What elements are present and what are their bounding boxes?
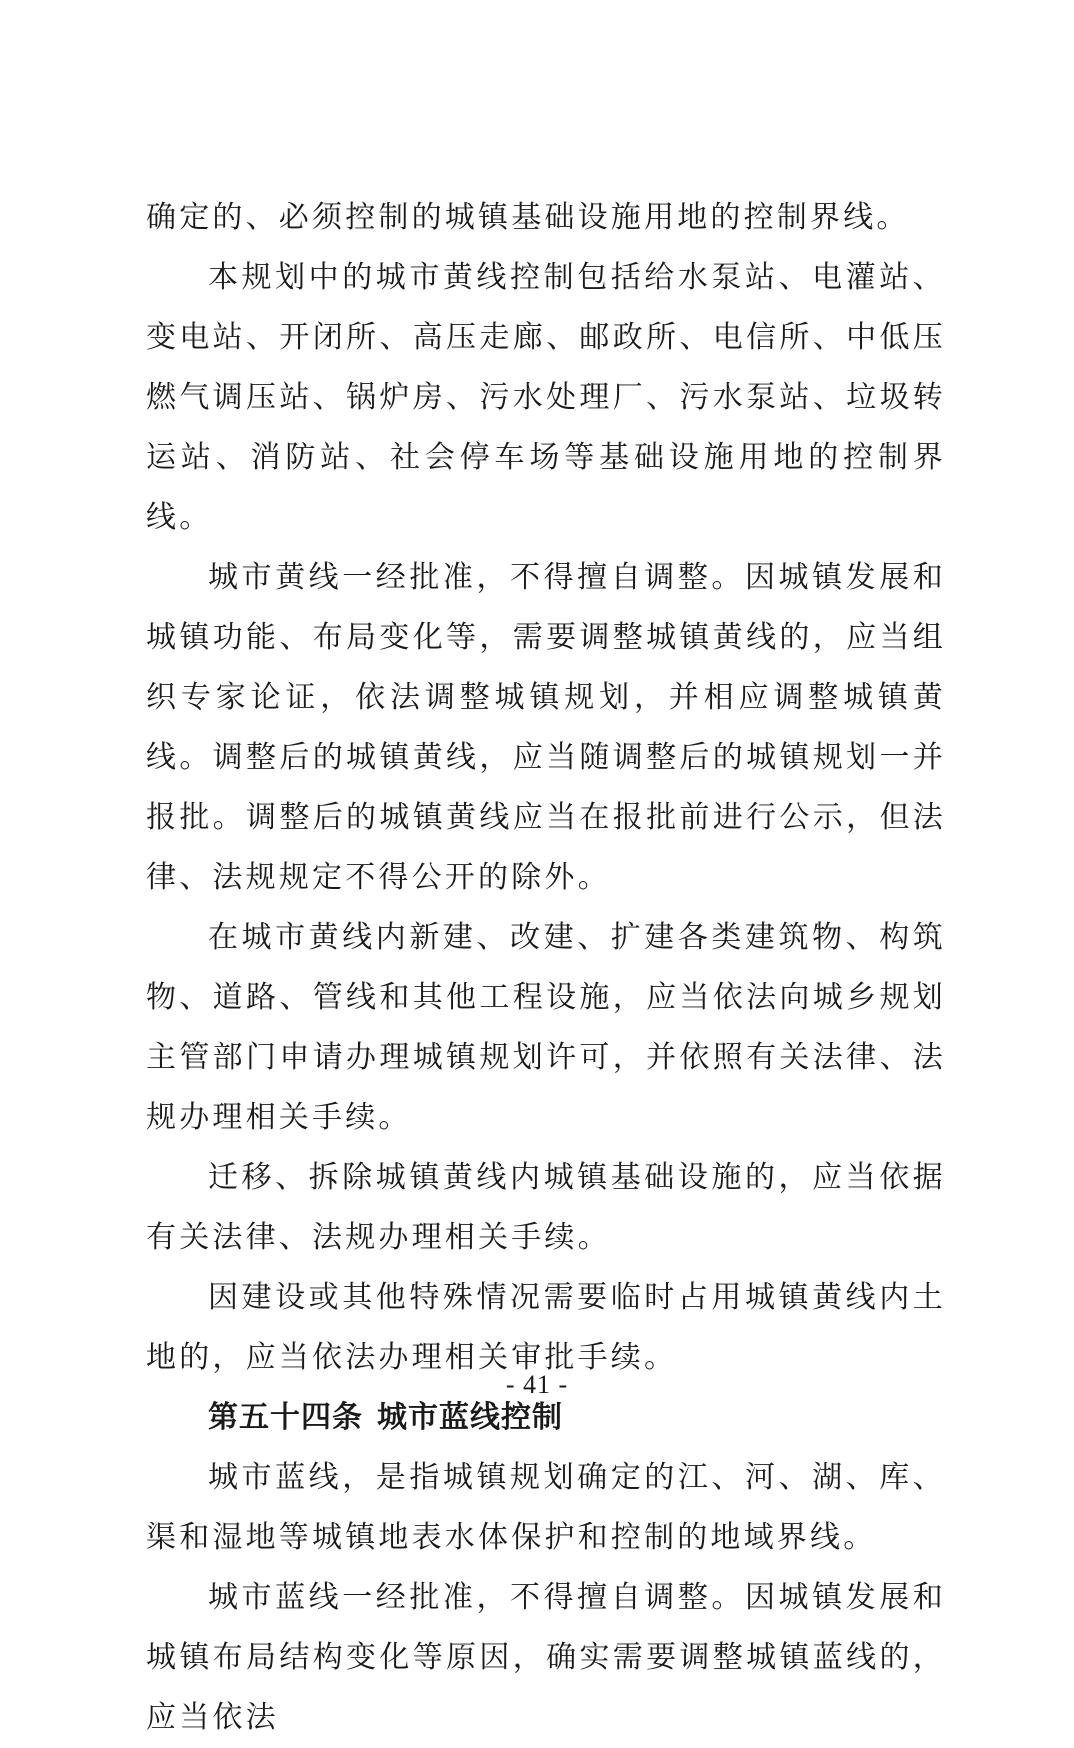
paragraph-1: 确定的、必须控制的城镇基础设施用地的控制界线。 [146,200,910,235]
article-number: 第五十四条 [208,1400,363,1435]
paragraph-4: 在城市黄线内新建、改建、扩建各类建筑物、构筑物、道路、管线和其他工程设施，应当依法向城乡规划主管部门申请办理城镇规划许可，并依照有关法律、法规办理相关手续。 [146,920,946,1135]
page-number: - 41 - [505,1370,569,1399]
paragraph-2: 本规划中的城市黄线控制包括给水泵站、电灌站、变电站、开闭所、高压走廊、邮政所、电信所、中低压燃气调压站、锅炉房、污水处理厂、污水泵站、垃圾转运站、消防站、社会停车场等基础设施用地的控制界线。 [146,260,946,535]
paragraph-6: 因建设或其他特殊情况需要临时占用城镇黄线内土地的，应当依法办理相关审批手续。 [146,1280,946,1375]
paragraph-5: 迁移、拆除城镇黄线内城镇基础设施的，应当依据有关法律、法规办理相关手续。 [146,1160,946,1255]
article-title: 城市蓝线控制 [377,1400,563,1435]
paragraph-3: 城市黄线一经批准，不得擅自调整。因城镇发展和城镇功能、布局变化等，需要调整城镇黄线的，应当组织专家论证，依法调整城镇规划，并相应调整城镇黄线。调整后的城镇黄线，应当随调整后的城镇规划一并报批。调整后的城镇黄线应当在报批前进行公示，但法律、法规规定不得公开的除外。 [146,560,946,895]
paragraph-8: 城市蓝线一经批准，不得擅自调整。因城镇发展和城镇布局结构变化等原因，确实需要调整城镇蓝线的，应当依法 [146,1580,946,1735]
document-body [146,188,946,1748]
paragraph-7: 城市蓝线，是指城镇规划确定的江、河、湖、库、渠和湿地等城镇地表水体保护和控制的地域界线。 [146,1460,946,1555]
